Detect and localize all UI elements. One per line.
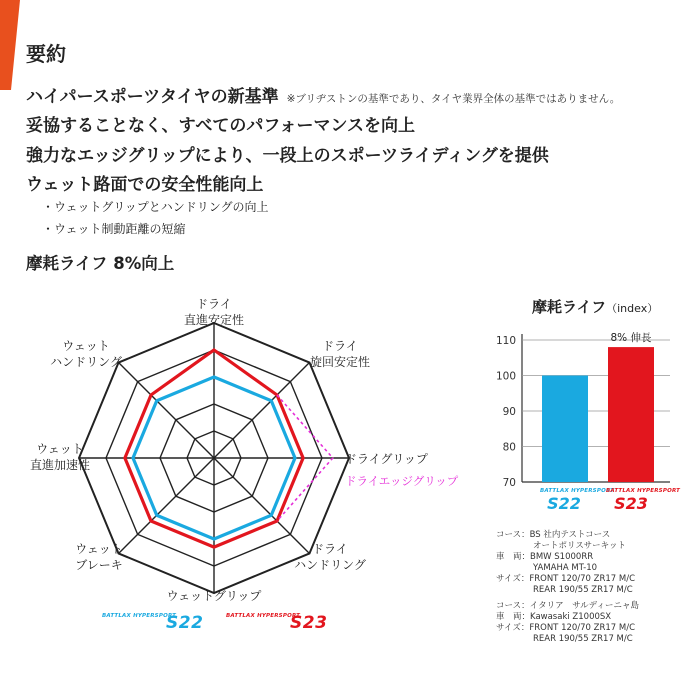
radar-axis-label: ドライ旋回安定性 <box>309 339 371 369</box>
bar-y-tick-label: 80 <box>502 441 516 454</box>
summary-line-3: 強力なエッジグリップにより、一段上のスポーツライディングを提供 <box>26 146 549 166</box>
specs-value: REAR 190/55 ZR17 M/C <box>533 585 633 595</box>
bar-label-s23 <box>606 488 681 513</box>
radar-axis-label: ドライ直進安定性 <box>183 297 245 327</box>
radar-axis-label: ウェットグリップ <box>166 589 262 603</box>
legend-s22-label: S22 <box>166 613 204 633</box>
bar-label-s22-brand: BATTLAX HYPERSPORT <box>540 488 615 494</box>
legend-s23-brand: BATTLAX HYPERSPORT <box>226 613 301 619</box>
specs-row <box>496 530 635 541</box>
radar-axis-label: ドライグリップ <box>345 452 428 466</box>
specs-value: Kawasaki Z1000SX <box>530 612 612 622</box>
specs-row <box>496 585 635 596</box>
bar-y-tick-label: 110 <box>495 335 516 347</box>
radar-axis-label: ウェットハンドリング <box>50 339 122 369</box>
specs-value: BS 社内テストコース <box>529 530 611 540</box>
wear-life-headline: 摩耗ライフ 8%向上 <box>26 254 175 273</box>
legend-s23-label: S23 <box>290 613 328 633</box>
specs-key: コース： <box>496 601 530 611</box>
bar-label-s22 <box>540 488 615 513</box>
specs-row <box>496 552 635 563</box>
specs-key: サイズ： <box>496 623 530 633</box>
bar-chart-title <box>532 296 658 317</box>
legend-s22-brand: BATTLAX HYPERSPORT <box>102 613 177 619</box>
specs-row <box>496 541 635 552</box>
specs-key: 車 両： <box>496 612 531 622</box>
bar-label-s22-name: S22 <box>547 494 581 513</box>
summary-line-1 <box>26 82 620 107</box>
bar-s22 <box>542 376 588 483</box>
summary-line-1-text: ハイパースポーツタイヤの新基準 <box>26 87 279 107</box>
bar-s23 <box>608 347 654 482</box>
bar-y-tick-label: 90 <box>502 406 516 418</box>
bar-y-tick-label: 70 <box>502 477 516 489</box>
bar-label-s23-name: S23 <box>614 494 648 513</box>
specs-value: イタリア サルディーニャ島 <box>529 601 639 611</box>
accent-corner <box>0 0 20 90</box>
summary-bullet-2: ・ウェット制動距離の短縮 <box>42 222 186 236</box>
specs-key: 車 両： <box>496 552 531 562</box>
legend-s22 <box>102 613 176 619</box>
bar-label-s23-brand: BATTLAX HYPERSPORT <box>606 488 681 494</box>
specs-block-1 <box>496 530 635 596</box>
specs-row <box>496 563 635 574</box>
specs-value: FRONT 120/70 ZR17 M/C <box>529 623 636 633</box>
specs-key: サイズ： <box>496 574 530 584</box>
specs-value: BMW S1000RR <box>530 552 594 562</box>
specs-key: コース： <box>496 530 530 540</box>
radar-axis-label: ウェットブレーキ <box>75 542 123 572</box>
radar-annotation: ドライエッジグリップ <box>345 474 459 488</box>
summary-bullet-1: ・ウェットグリップとハンドリングの向上 <box>42 200 269 214</box>
bar-y-tick-label: 100 <box>495 370 516 383</box>
summary-title: 要約 <box>26 42 66 66</box>
specs-value: FRONT 120/70 ZR17 M/C <box>529 574 636 584</box>
radar-chart <box>0 290 480 650</box>
bar-chart-title-unit: （index） <box>606 302 659 315</box>
specs-block-2 <box>496 601 639 645</box>
specs-value: YAMAHA MT-10 <box>533 563 598 573</box>
specs-row <box>496 623 639 634</box>
specs-value: オートポリスサーキット <box>533 541 626 551</box>
summary-note: ※ブリヂストンの基準であり、タイヤ業界全体の基準ではありません。 <box>286 93 621 105</box>
bar-annotation: 8% 伸長 <box>610 332 652 345</box>
specs-row <box>496 574 635 585</box>
summary-line-2: 妥協することなく、すべてのパフォーマンスを向上 <box>26 116 415 136</box>
specs-row <box>496 612 639 623</box>
radar-axis-label: ドライハンドリング <box>294 542 366 572</box>
specs-row <box>496 634 639 645</box>
summary-line-4: ウェット路面での安全性能向上 <box>26 175 264 195</box>
legend-s23 <box>226 613 300 619</box>
specs-value: REAR 190/55 ZR17 M/C <box>533 634 633 644</box>
bar-chart-title-text: 摩耗ライフ <box>532 298 607 316</box>
specs-row <box>496 601 639 612</box>
radar-axis-label: ウェット直進加速性 <box>29 442 91 472</box>
